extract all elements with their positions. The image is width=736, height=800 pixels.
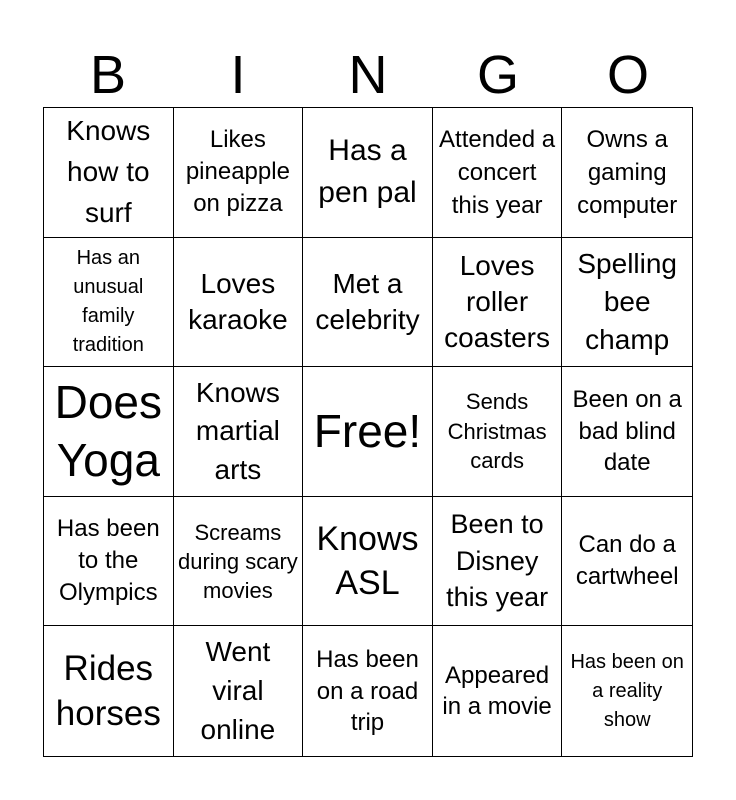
- bingo-cell-text: Rides horses: [55, 648, 161, 734]
- bingo-cell-text: Has been on a road trip: [316, 646, 419, 736]
- header-letter-o: O: [606, 45, 649, 105]
- bingo-cell-text: Screams during scary movies: [177, 519, 298, 603]
- bingo-cell-free-space[interactable]: [303, 367, 433, 497]
- bingo-cell-r3c1[interactable]: [44, 367, 174, 497]
- bingo-cell-r2c1[interactable]: [44, 238, 174, 368]
- bingo-cell-text: Does Yoga: [54, 376, 162, 487]
- bingo-cell-r5c2[interactable]: [174, 626, 304, 756]
- bingo-cell-r1c3[interactable]: [303, 108, 433, 238]
- bingo-cell-text: Can do a cartwheel: [575, 531, 679, 591]
- bingo-cell-r4c4[interactable]: [433, 497, 563, 627]
- bingo-cell-text: Been on a bad blind date: [572, 385, 682, 477]
- bingo-card-grid: [43, 107, 693, 757]
- bingo-cell-text: Knows how to surf: [66, 115, 151, 228]
- bingo-cell-text: Has been to the Olympics: [56, 514, 160, 607]
- bingo-cell-text: Met a celebrity: [315, 267, 420, 335]
- bingo-cell-r3c4[interactable]: [433, 367, 563, 497]
- bingo-cell-text: Knows ASL: [316, 519, 419, 603]
- bingo-cell-r5c1[interactable]: [44, 626, 174, 756]
- header-letter-b: B: [89, 45, 127, 105]
- bingo-cell-r1c4[interactable]: [433, 108, 563, 238]
- bingo-cell-r1c2[interactable]: [174, 108, 304, 238]
- bingo-cell-text: Owns a gaming computer: [577, 125, 678, 219]
- bingo-cell-r4c5[interactable]: [562, 497, 692, 627]
- bingo-cell-text: Been to Disney this year: [446, 509, 549, 613]
- bingo-cell-r3c2[interactable]: [174, 367, 304, 497]
- header-letter-i: I: [230, 45, 246, 105]
- bingo-cell-text: Has a pen pal: [318, 134, 417, 210]
- bingo-cell-text: Loves karaoke: [188, 267, 288, 335]
- bingo-cell-r3c5[interactable]: [562, 367, 692, 497]
- bingo-cell-r2c5[interactable]: [562, 238, 692, 368]
- bingo-cell-r5c3[interactable]: [303, 626, 433, 756]
- bingo-cell-r2c4[interactable]: [433, 238, 563, 368]
- header-letter-n: N: [348, 45, 388, 105]
- bingo-cell-text: Has an unusual family tradition: [72, 247, 144, 356]
- bingo-cell-r1c5[interactable]: [562, 108, 692, 238]
- bingo-cell-text: Has been on a reality show: [570, 651, 684, 731]
- bingo-cell-text: Attended a concert this year: [439, 125, 556, 219]
- bingo-cell-text: Appeared in a movie: [442, 662, 552, 721]
- bingo-cell-r4c2[interactable]: [174, 497, 304, 627]
- bingo-header: [43, 42, 693, 108]
- bingo-cell-r4c1[interactable]: [44, 497, 174, 627]
- bingo-cell-text: Likes pineapple on pizza: [185, 125, 290, 218]
- header-letter-g: G: [476, 45, 519, 105]
- bingo-cell-text: Knows martial arts: [195, 376, 280, 485]
- bingo-cell-text: Free!: [313, 405, 422, 458]
- bingo-cell-r5c5[interactable]: [562, 626, 692, 756]
- bingo-cell-r2c2[interactable]: [174, 238, 304, 368]
- bingo-cell-text: Spelling bee champ: [577, 248, 678, 355]
- bingo-cell-text: Loves roller coasters: [444, 250, 550, 353]
- bingo-cell-text: Sends Christmas cards: [447, 388, 547, 474]
- bingo-cell-r5c4[interactable]: [433, 626, 563, 756]
- bingo-cell-text: Went viral online: [200, 636, 276, 745]
- bingo-cell-r2c3[interactable]: [303, 238, 433, 368]
- bingo-cell-r1c1[interactable]: [44, 108, 174, 238]
- bingo-cell-r4c3[interactable]: [303, 497, 433, 627]
